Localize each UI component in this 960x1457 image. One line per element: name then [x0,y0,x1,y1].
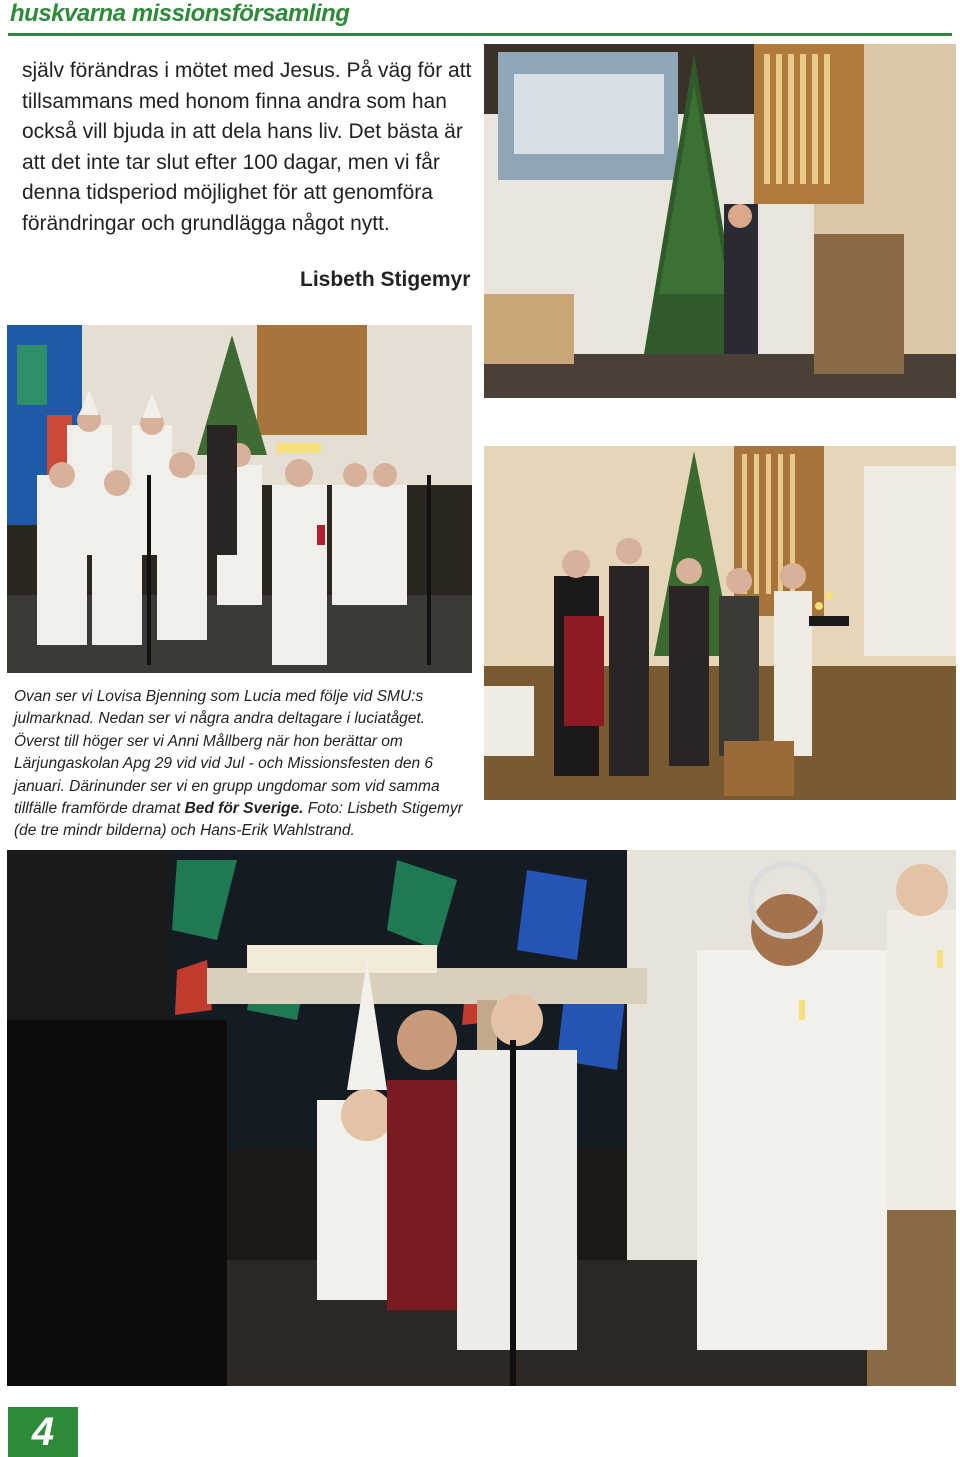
header-divider [8,33,952,36]
photo-speaker-church [484,44,956,398]
photo-drama-group [484,446,956,800]
article-text [22,56,472,239]
page-number-badge [8,1407,78,1457]
article-signature: Lisbeth Stigemyr [300,268,471,291]
caption-text-1: Ovan ser vi Lovisa Bjenning som Lucia med följe vid SMU:s julmarknad. Nedan ser vi några andra deltagare i luciatåget. Överst till höger ser vi Anni Mållberg när hon berättar om Lärjungaskolan Apg 29 vid vid Jul - och Missionsfesten den 6 januari. Därinunder ser vi en grupp ungdomar som vid samma tillfälle framförde dramat [14,688,440,818]
magazine-title: huskvarna missionsförsamling [10,0,350,27]
caption-drama-title: Bed för Sverige. [184,800,304,818]
photo-lucia-procession [7,325,472,673]
caption-text-2: Foto: Lisbeth Stigemyr (de tre mindr bilderna) och Hans-Erik Wahlstrand. [14,800,463,840]
page-number: 4 [31,1409,55,1454]
photo-children-altar [7,850,956,1386]
article-paragraph: själv förändras i mötet med Jesus. På väg för att tillsammans med honom finna andra som han också vill bjuda in att dela hans liv. Det bästa är att det inte tar slut efter 100 dagar, men vi får denna tidsperiod möjlighet för att genomföra förändringar och grundlägga något nytt. [22,59,472,235]
photo-caption [14,686,472,843]
